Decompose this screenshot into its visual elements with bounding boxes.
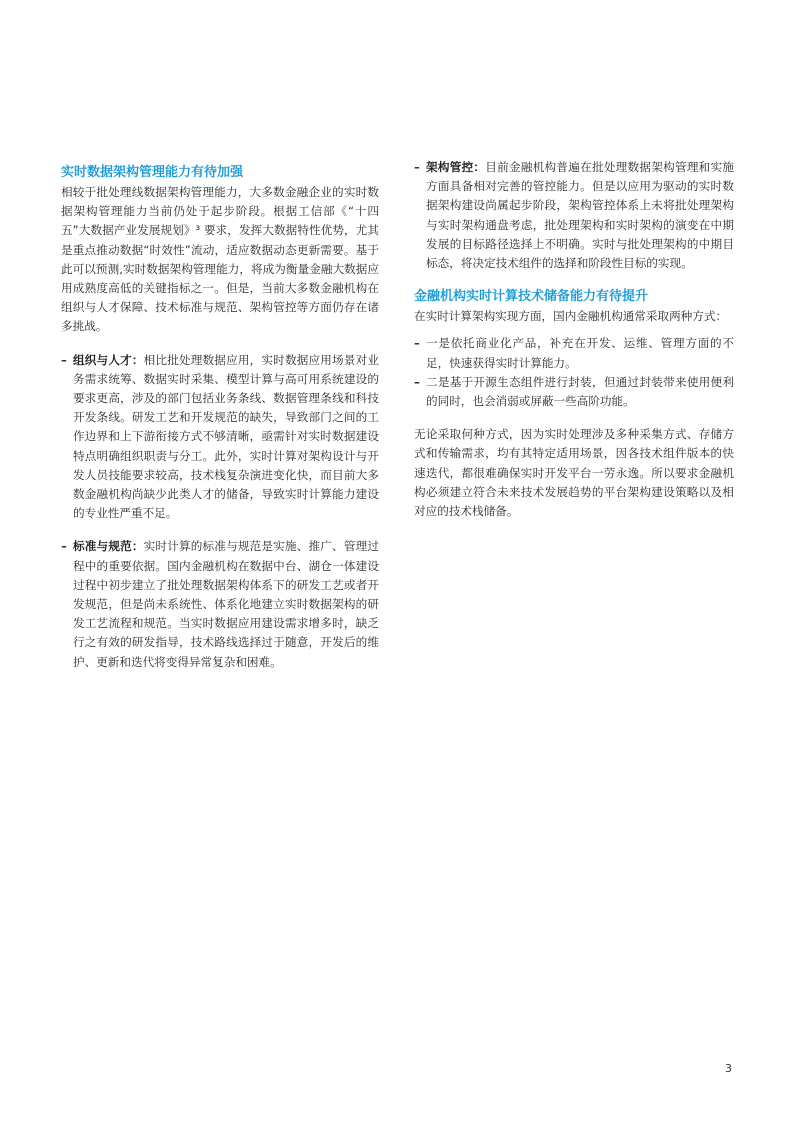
intro-paragraph: 相较于批处理线数据架构管理能力，大多数金融企业的实时数据架构管理能力当前仍处于起步阶段。根据工信部《“十四五”大数据产业发展规划》³ 要求，发挥大数据特性优势，尤其是重点推动数据“时效性”流动，适应数据动态更新需要。基于此可以预测,实时数据架构管理能力，将成为衡量金融大数据应用成熟度高低的关键指标之一。但是，当前大多数金融机构在组织与人才保障、技术标准与规范、架构管控等方面仍存在诸多挑战。 (61, 185, 379, 334)
bullet-text: 实时计算的标准与规范是实施、推广、管理过程中的重要依据。国内金融机构在数据中台、湖仓一体建设过程中初步建立了批处理数据架构体系下的研发工艺或者开发规范，但是尚未系统性、体系化地建立实时数据架构的研发工艺流程和规范。当实时数据应用建设需求增多时，缺乏行之有效的研发指导，技术路线选择过于随意，开发后的维护、更新和迭代将变得异常复杂和困难。 (73, 539, 379, 669)
section-heading-realtime-architecture: 实时数据架构管理能力有待加强 (61, 165, 244, 180)
closing-paragraph: 无论采取何种方式，因为实时处理涉及多种采集方式、存储方式和传输需求，均有其特定适用场景，因各技术组件版本的快速迭代，都很难确保实时开发平台一劳永逸。所以要求金融机构必须建立符合未来技术发展趋势的平台架构建设策略以及相对应的技术栈储备。 (414, 427, 734, 519)
bullet-lead: 架构管控： (426, 160, 486, 174)
bullet-lead: 组织与人才： (73, 352, 144, 367)
bullet-text: 目前金融机构普遍在批处理数据架构管理和实施方面具备相对完善的管控能力。但是以应用为驱动的实时数据架构建设尚属起步阶段，架构管控体系上未将批处理架构与实时架构通盘考虑，批处理架构和实时架构的演变在中期发展的目标路径选择上不明确。实时与批处理架构的中期目标态，将决定技术组件的选择和阶段性目标的实现。 (426, 160, 734, 271)
bullet-open-source (414, 373, 734, 411)
left-column (61, 163, 379, 672)
bullet-dash: – (414, 336, 420, 351)
right-column (414, 158, 734, 521)
section-heading-tech-reserve: 金融机构实时计算技术储备能力有待提升 (414, 289, 649, 305)
bullet-dash: – (61, 352, 67, 367)
bullet-text: 相比批处理数据应用，实时数据应用场景对业务需求统筹、数据实时采集、模型计算与高可用系统建设的要求更高，涉及的部门包括业务条线、数据管理条线和科技开发条线。研发工艺和开发规范的缺失，导致部门之间的工作边界和上下游衔接方式不够清晰，亟需针对实时数据建设特点明确组织职责与分工。此外，实时计算对架构设计与开发人员技能要求较高，技术栈复杂演进变化快，而目前大多数金融机构尚缺少此类人才的储备，导致实时计算能力建设的专业性严重不足。 (73, 352, 379, 521)
page-number: 3 (725, 1062, 732, 1075)
bullet-text: 二是基于开源生态组件进行封装，但通过封装带来使用便利的同时，也会消弱或屏蔽一些高阶功能。 (426, 374, 734, 409)
bullet-standards-specs (61, 537, 379, 671)
bullet-organization-talent (61, 351, 379, 524)
bullet-dash: – (414, 160, 420, 174)
tech-intro-paragraph: 在实时计算架构实现方面，国内金融机构通常采取两种方式： (414, 309, 728, 324)
bullet-dash: – (414, 374, 420, 389)
bullet-text: 一是依托商业化产品，补充在开发、运维、管理方面的不足，快速获得实时计算能力。 (426, 336, 734, 370)
bullet-dash: – (61, 539, 67, 554)
bullet-commercial-products (414, 334, 734, 372)
bullet-architecture-control (414, 158, 734, 273)
bullet-lead: 标准与规范： (73, 539, 144, 554)
